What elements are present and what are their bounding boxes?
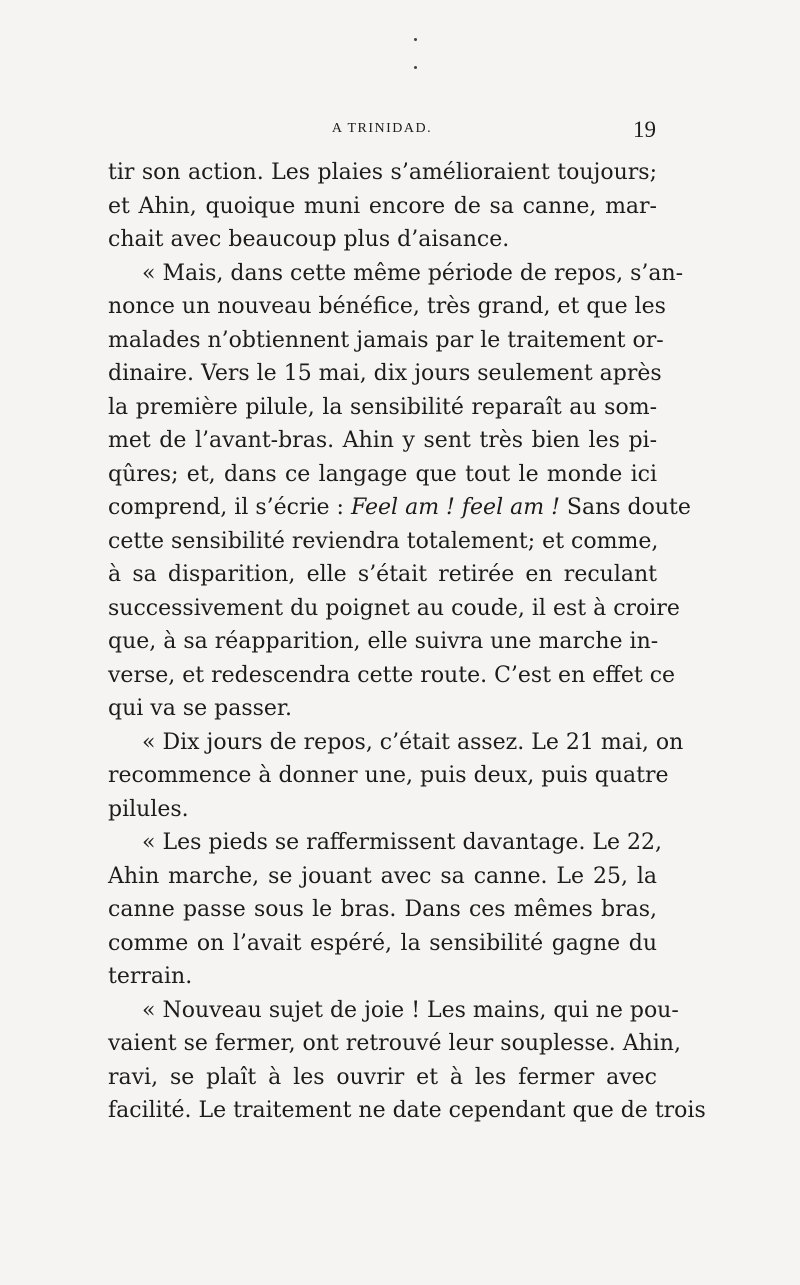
text-line: facilité. Le traitement ne date cependant que de trois — [108, 1098, 706, 1123]
text-line: « Les pieds se raffermissent davantage. Le 22, — [142, 830, 663, 855]
text-segment: comprend, il s’écrie : — [108, 495, 351, 520]
text-segment: Sans doute — [559, 495, 691, 520]
text-line: ravi, se plaît à les ouvrir et à les fermer avec — [108, 1064, 657, 1090]
text-line: dinaire. Vers le 15 mai, dix jours seulement après — [108, 361, 662, 386]
text-line: vaient se fermer, ont retrouvé leur souplesse. Ahin, — [108, 1031, 681, 1056]
text-line: et Ahin, quoique muni encore de sa canne, mar- — [108, 193, 657, 219]
text-line: canne passe sous le bras. Dans ces mêmes bras, — [108, 897, 657, 922]
text-line: chait avec beaucoup plus d’aisance. — [108, 227, 510, 252]
text-line: la première pilule, la sensibilité reparaît au som- — [108, 394, 657, 420]
text-line: qui va se passer. — [108, 696, 293, 721]
text-line — [108, 491, 691, 525]
text-line: successivement du poignet au coude, il est à croire — [108, 595, 680, 621]
body-text — [108, 156, 706, 1128]
text-line: que, à sa réapparition, elle suivra une marche in- — [108, 629, 659, 654]
text-line: comme on l’avait espéré, la sensibilité gagne du — [108, 930, 657, 956]
text-line: « Dix jours de repos, c’était assez. Le 21 mai, on — [142, 729, 684, 755]
page-number: 19 — [633, 117, 656, 142]
text-line: « Mais, dans cette même période de repos, s’an- — [142, 260, 684, 286]
text-line: cette sensibilité reviendra totalement; et comme, — [108, 528, 659, 554]
text-line: nonce un nouveau bénéfice, très grand, et que les — [108, 294, 666, 319]
text-line: à sa disparition, elle s’était retirée en reculant — [108, 562, 657, 587]
text-line: terrain. — [108, 964, 193, 989]
text-line: tir son action. Les plaies s’amélioraient toujours; — [108, 160, 657, 185]
running-head: A TRINIDAD. — [331, 121, 433, 136]
quoted-exclamation: Feel am ! feel am ! — [350, 495, 560, 520]
text-line: qûres; et, dans ce langage que tout le monde ici — [108, 461, 657, 487]
text-line: verse, et redescendra cette route. C’est en effet ce — [108, 662, 676, 688]
ink-speck — [414, 66, 417, 69]
text-line: recommence à donner une, puis deux, puis quatre — [108, 763, 669, 788]
text-line: « Nouveau sujet de joie ! Les mains, qui ne pou- — [142, 997, 679, 1023]
page-header — [108, 117, 656, 147]
ink-speck — [414, 38, 417, 41]
text-line: malades n’obtiennent jamais par le traitement or- — [108, 327, 664, 353]
text-line: pilules. — [108, 796, 189, 822]
text-line: met de l’avant-bras. Ahin y sent très bien les pi- — [108, 428, 657, 453]
text-line: Ahin marche, se jouant avec sa canne. Le 25, la — [108, 863, 657, 889]
